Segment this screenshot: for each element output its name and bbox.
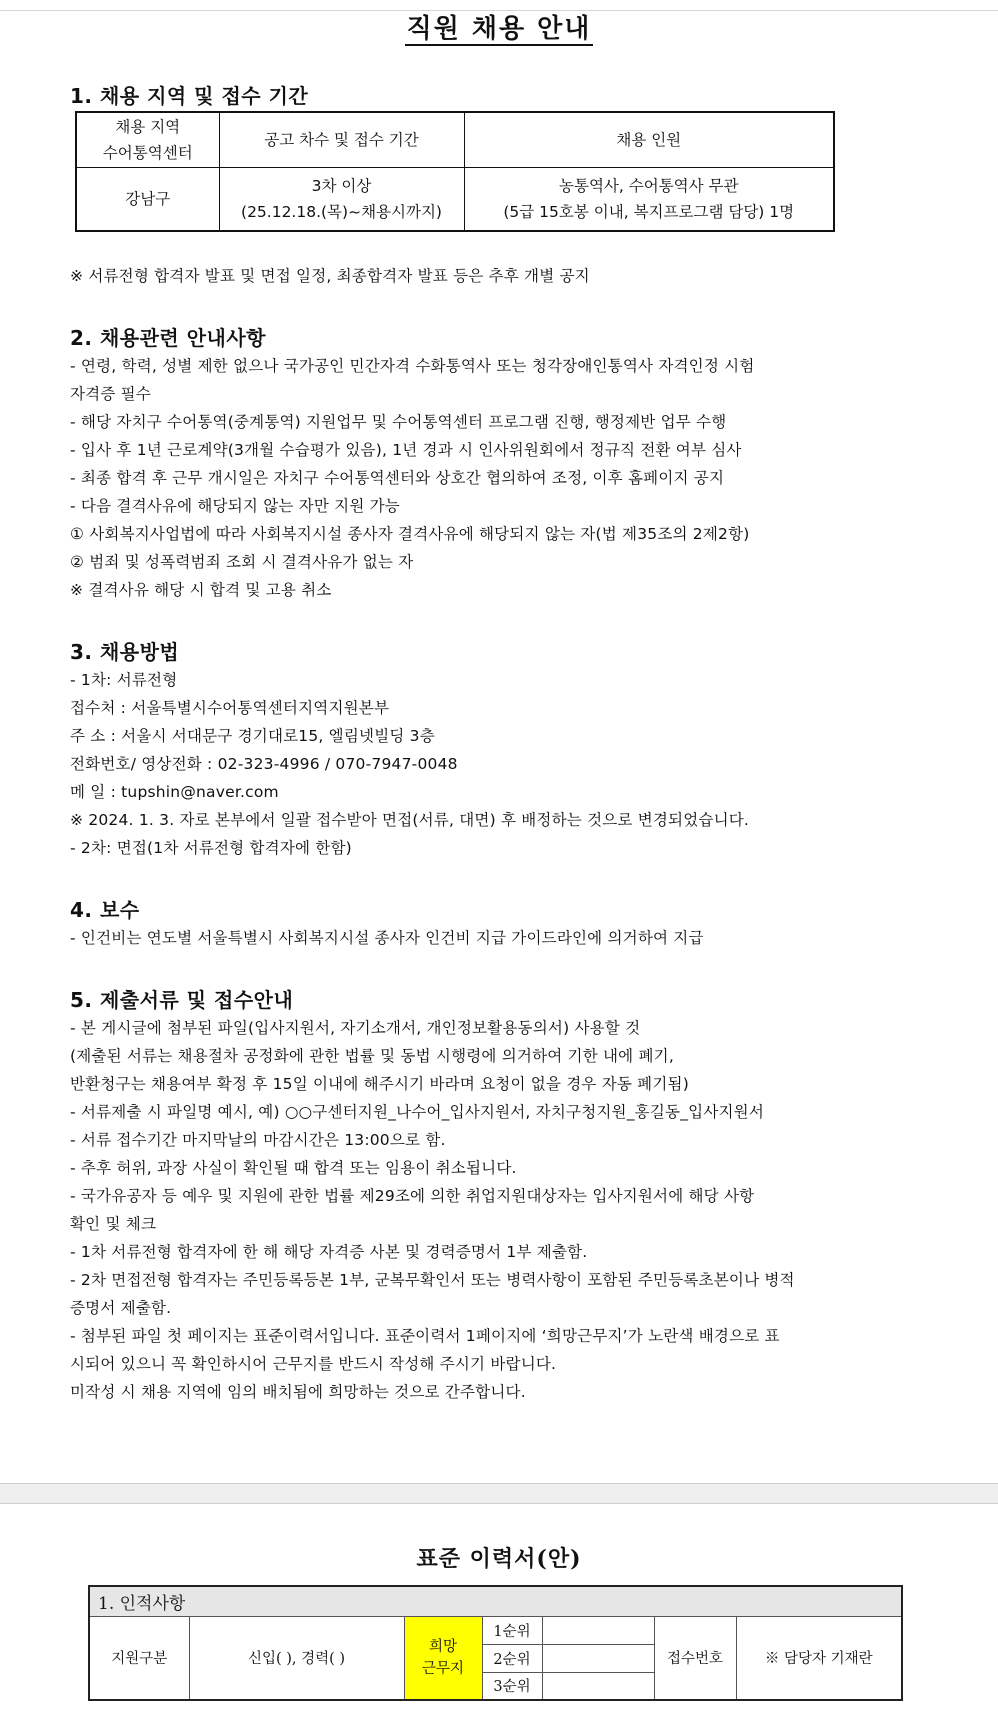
- personal-info-heading: 1. 인적사항: [89, 1586, 902, 1616]
- cell-people: 농통역사, 수어통역사 무관 (5급 15호봉 이내, 복지프로그램 담당) 1명: [464, 167, 834, 231]
- section-2-heading: 2. 채용관련 안내사항: [70, 326, 266, 350]
- page-separator: [0, 1483, 998, 1504]
- section-4-heading: 4. 보수: [70, 898, 140, 922]
- recruit-table: [75, 111, 835, 232]
- section-2-line: - 연령, 학력, 성별 제한 없으나 국가공인 민간자격 수화통역사 또는 청각장애인통역사 자격인정 시험: [70, 357, 755, 375]
- section-3-heading: 3. 채용방법: [70, 640, 180, 664]
- cell-period: 3차 이상 (25.12.18.(목)~채용시까지): [219, 167, 464, 231]
- section-5-line: 반환청구는 채용여부 확정 후 15일 이내에 해주시기 바라며 요청이 없을 경우 자동 폐기됨): [70, 1075, 689, 1093]
- section-5-line: 확인 및 체크: [70, 1215, 157, 1233]
- resume-form-table: [88, 1585, 903, 1701]
- section-2-line: ② 범죄 및 성폭력범죄 조회 시 결격사유가 없는 자: [70, 553, 414, 571]
- section-2-line: ① 사회복지사업법에 따라 사회복지시설 종사자 결격사유에 해당되지 않는 자(법 제35조의 2제2항): [70, 525, 750, 543]
- rank-1-label: 1순위: [482, 1616, 542, 1644]
- section-5-line: - 국가유공자 등 예우 및 지원에 관한 법률 제29조에 의한 취업지원대상자는 입사지원서에 해당 사항: [70, 1187, 755, 1205]
- page-title: 직원 채용 안내: [406, 14, 592, 44]
- section-5-line: (제출된 서류는 채용절차 공정화에 관한 법률 및 동법 시행령에 의거하여 기한 내에 폐기,: [70, 1047, 674, 1065]
- section-3-line: 주 소 : 서울시 서대문구 경기대로15, 엘림넷빌딩 3층: [70, 727, 435, 745]
- header-period: 공고 차수 및 접수 기간: [219, 112, 464, 167]
- cell-region: 강남구: [76, 167, 219, 231]
- apply-type-label: 지원구분: [89, 1616, 189, 1700]
- receipt-number-label: 접수번호: [654, 1616, 736, 1700]
- section-2-line: - 다음 결격사유에 해당되지 않는 자만 지원 가능: [70, 497, 400, 515]
- section-3-line: ※ 2024. 1. 3. 자로 본부에서 일괄 접수받아 면접(서류, 대면) 후 배정하는 것으로 변경되었습니다.: [70, 811, 750, 829]
- section-5-line: 시되어 있으니 꼭 확인하시어 근무지를 반드시 작성해 주시기 바랍니다.: [70, 1355, 557, 1373]
- section-3-line: - 2차: 면접(1차 서류전형 합격자에 한함): [70, 839, 352, 857]
- rank-2-label: 2순위: [482, 1644, 542, 1672]
- section-3-line: - 1차: 서류전형: [70, 671, 178, 689]
- section-3-line: 메 일 : tupshin@naver.com: [70, 783, 279, 801]
- section-5-line: 증명서 제출함.: [70, 1299, 172, 1317]
- apply-type-value: 신입( ), 경력( ): [189, 1616, 404, 1700]
- section-2-line: ※ 결격사유 해당 시 합격 및 고용 취소: [70, 581, 332, 599]
- section-5-line: - 서류제출 시 파일명 예시, 예) ○○구센터지원_나수어_입사지원서, 자치구청지원_홍길동_입사지원서: [70, 1103, 765, 1121]
- staff-entry-note: ※ 담당자 기재란: [736, 1616, 902, 1700]
- section-3-line: 접수처 : 서울특별시수어통역센터지역지원본부: [70, 699, 390, 717]
- rank-3-input[interactable]: [542, 1672, 654, 1700]
- section-2-line: - 최종 합격 후 근무 개시일은 자치구 수어통역센터와 상호간 협의하여 조정, 이후 홈페이지 공지: [70, 469, 725, 487]
- rank-3-label: 3순위: [482, 1672, 542, 1700]
- resume-form-title: 표준 이력서(안): [416, 1546, 582, 1572]
- section-2-line: 자격증 필수: [70, 385, 151, 403]
- section-5-line: 미작성 시 채용 지역에 임의 배치됨에 희망하는 것으로 간주합니다.: [70, 1383, 526, 1401]
- rank-1-input[interactable]: [542, 1616, 654, 1644]
- section-5-line: - 첨부된 파일 첫 페이지는 표준이력서입니다. 표준이력서 1페이지에 ‘희망근무지’가 노란색 배경으로 표: [70, 1327, 780, 1345]
- section-5-line: - 본 게시글에 첨부된 파일(입사지원서, 자기소개서, 개인정보활용동의서) 사용할 것: [70, 1019, 641, 1037]
- section-5-line: - 서류 접수기간 마지막날의 마감시간은 13:00으로 함.: [70, 1131, 446, 1149]
- rank-2-input[interactable]: [542, 1644, 654, 1672]
- section-1-note: ※ 서류전형 합격자 발표 및 면접 일정, 최종합격자 발표 등은 추후 개별 공지: [70, 267, 590, 285]
- section-5-heading: 5. 제출서류 및 접수안내: [70, 988, 294, 1012]
- section-2-line: - 입사 후 1년 근로계약(3개월 수습평가 있음), 1년 경과 시 인사위원회에서 정규직 전환 여부 심사: [70, 441, 742, 459]
- header-region: 채용 지역 수어통역센터: [76, 112, 219, 167]
- section-5-line: - 2차 면접전형 합격자는 주민등록등본 1부, 군복무확인서 또는 병력사항이 포함된 주민등록초본이나 병적: [70, 1271, 795, 1289]
- section-5-line: - 1차 서류전형 합격자에 한 해 해당 자격증 사본 및 경력증명서 1부 제출함.: [70, 1243, 588, 1261]
- header-people: 채용 인원: [464, 112, 834, 167]
- section-3-line: 전화번호/ 영상전화 : 02-323-4996 / 070-7947-0048: [70, 755, 458, 773]
- section-1-heading: 1. 채용 지역 및 접수 기간: [70, 84, 309, 108]
- section-4-line: - 인건비는 연도별 서울특별시 사회복지시설 종사자 인건비 지급 가이드라인에 의거하여 지급: [70, 929, 704, 947]
- section-5-line: - 추후 허위, 과장 사실이 확인될 때 합격 또는 임용이 취소됩니다.: [70, 1159, 517, 1177]
- hope-workplace-label: 희망 근무지: [404, 1616, 482, 1700]
- section-2-line: - 해당 자치구 수어통역(중계통역) 지원업무 및 수어통역센터 프로그램 진행, 행정제반 업무 수행: [70, 413, 727, 431]
